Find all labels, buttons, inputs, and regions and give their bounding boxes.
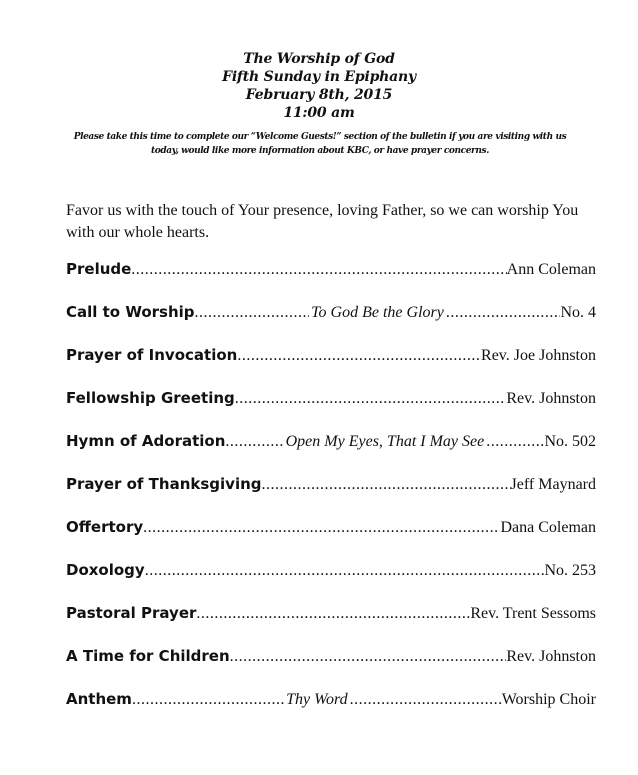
worship-leader: Dana Coleman	[500, 519, 596, 536]
worship-leader: No. 4	[560, 304, 596, 321]
dot-leader	[486, 433, 544, 451]
worship-leader: No. 253	[544, 562, 596, 579]
worship-row	[66, 604, 596, 647]
worship-row	[66, 690, 596, 733]
dot-leader	[145, 562, 545, 580]
worship-piece-title: To God Be the Glory	[311, 304, 444, 321]
worship-item: A Time for Children	[66, 647, 230, 665]
worship-item: Pastoral Prayer	[66, 604, 197, 622]
worship-item: Doxology	[66, 561, 145, 579]
service-title: The Worship of God	[243, 51, 395, 67]
dot-leader	[143, 519, 500, 537]
dot-leader	[446, 304, 561, 322]
dot-leader	[237, 347, 481, 365]
worship-item: Prayer of Invocation	[66, 346, 238, 364]
order-of-worship	[66, 260, 596, 733]
worship-leader: Jeff Maynard	[510, 476, 596, 493]
worship-row	[66, 346, 596, 389]
dot-leader	[131, 261, 506, 279]
worship-leader: Rev. Joe Johnston	[481, 347, 596, 364]
worship-item: Offertory	[66, 518, 144, 536]
guest-notice: Please take this time to complete our “Welcome Guests!” section of the bulletin if you are visiting with us today, would like more information about KBC, or have prayer concerns.	[73, 132, 567, 156]
dot-leader	[262, 476, 511, 494]
opening-prayer: Favor us with the touch of Your presence, loving Father, so we can worship You with our whole hearts.	[66, 202, 579, 241]
worship-row	[66, 432, 596, 475]
worship-item: Fellowship Greeting	[66, 389, 235, 407]
worship-row	[66, 518, 596, 561]
worship-piece-title: Thy Word	[286, 691, 348, 708]
dot-leader	[196, 605, 470, 623]
worship-item: Call to Worship	[66, 303, 195, 321]
dot-leader	[230, 648, 507, 666]
dot-leader	[235, 390, 507, 408]
service-date: February 8th, 2015	[245, 87, 393, 103]
worship-piece-title: Open My Eyes, That I May See	[285, 433, 485, 450]
worship-leader: Rev. Johnston	[506, 390, 596, 407]
worship-leader: Rev. Trent Sessoms	[470, 605, 596, 622]
worship-item: Anthem	[66, 690, 132, 708]
worship-row	[66, 647, 596, 690]
service-time: 11:00 am	[283, 105, 355, 121]
liturgical-day: Fifth Sunday in Epiphany	[222, 69, 416, 85]
dot-leader	[132, 691, 284, 709]
worship-leader: No. 502	[544, 433, 597, 450]
worship-item: Prelude	[66, 260, 132, 278]
worship-row	[66, 260, 596, 303]
worship-leader: Worship Choir	[501, 691, 596, 708]
dot-leader	[195, 304, 310, 322]
worship-leader: Rev. Johnston	[506, 648, 596, 665]
worship-leader: Ann Coleman	[506, 261, 596, 278]
worship-row	[66, 475, 596, 518]
worship-row	[66, 303, 596, 346]
worship-item: Hymn of Adoration	[66, 432, 226, 450]
worship-item: Prayer of Thanksgiving	[66, 475, 262, 493]
dot-leader	[350, 691, 502, 709]
dot-leader	[225, 433, 283, 451]
worship-row	[66, 561, 596, 604]
worship-row	[66, 389, 596, 432]
bulletin-header	[0, 50, 638, 122]
